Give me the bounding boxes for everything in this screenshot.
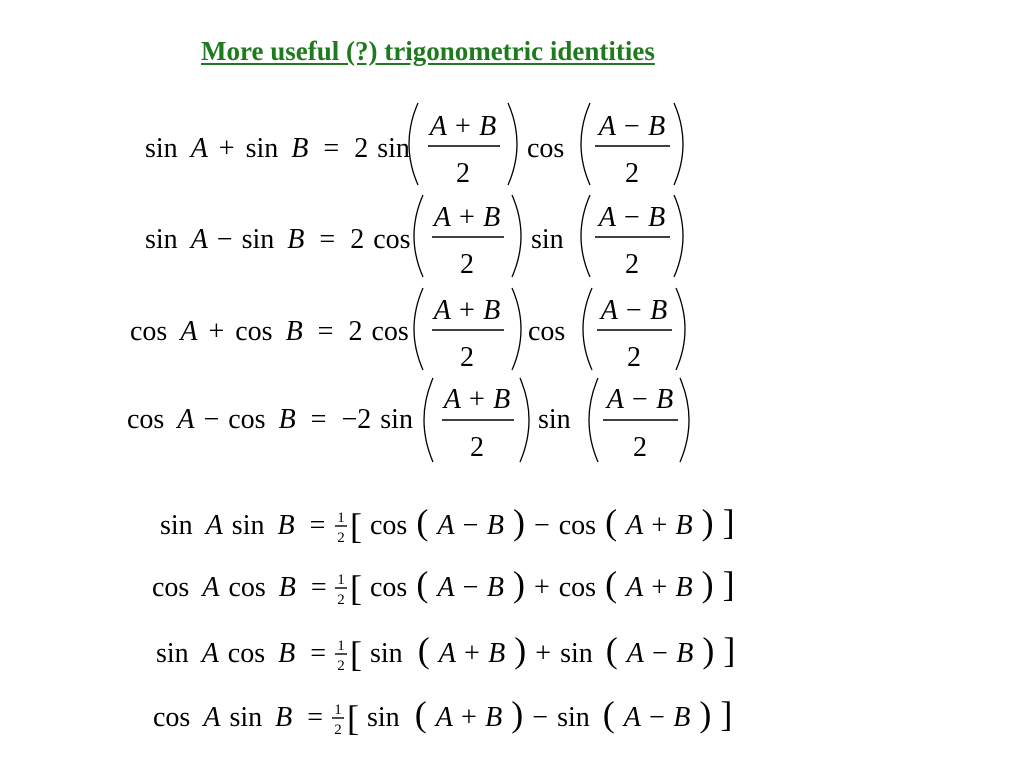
left-paren: (: [602, 694, 615, 734]
slide-title: More useful (?) trigonometric identities: [201, 36, 655, 66]
fraction-denominator: 2: [460, 249, 474, 280]
argument-2: A − B: [623, 702, 691, 733]
argument-2: A − B: [626, 638, 694, 669]
equals-sign: =: [317, 316, 334, 347]
sum-identity-3: [130, 288, 685, 373]
left-paren: (: [605, 564, 618, 604]
right-paren: [674, 195, 683, 277]
right-paren: [676, 288, 685, 370]
half-denominator: 2: [337, 592, 345, 608]
product-identity-2: [152, 564, 735, 608]
equation-text: [145, 224, 411, 255]
fraction-numerator: A + B: [433, 202, 501, 233]
right-paren: [674, 103, 683, 185]
var-b: B: [278, 572, 296, 603]
half-numerator: 1: [337, 510, 345, 526]
left-bracket: [: [347, 698, 359, 738]
func-2: sin: [557, 702, 590, 733]
operator: −: [532, 702, 549, 733]
var-b: B: [278, 638, 296, 669]
var-a: A: [190, 224, 208, 255]
lhs-func-1: sin: [145, 224, 178, 255]
argument-1: A + B: [435, 702, 503, 733]
equals-sign: =: [310, 572, 327, 603]
left-paren: [414, 195, 423, 277]
lhs-func-2: cos: [228, 572, 266, 603]
fraction-numerator: A + B: [443, 384, 511, 415]
var-a: A: [201, 638, 219, 669]
var-a: A: [177, 404, 195, 435]
lhs-func-1: cos: [152, 572, 190, 603]
right-paren: ): [512, 502, 525, 542]
func-1: cos: [370, 510, 408, 541]
fraction-denominator: 2: [456, 158, 470, 189]
equation-text: [145, 133, 410, 164]
half-numerator: 1: [337, 638, 345, 654]
argument-2: A + B: [626, 572, 693, 603]
argument-1: A − B: [437, 510, 504, 541]
var-a: A: [205, 510, 223, 541]
equals-sign: =: [307, 702, 324, 733]
product-identity-1: [160, 502, 735, 546]
equation-text: [127, 404, 413, 435]
argument-1: A − B: [437, 572, 504, 603]
coefficient: 2: [348, 316, 363, 347]
equation-text: [367, 694, 732, 734]
var-a: A: [180, 316, 198, 347]
equals-sign: =: [323, 133, 340, 164]
fraction-numerator: A + B: [429, 111, 497, 142]
sum-identity-4: [127, 378, 689, 463]
right-paren: [508, 103, 517, 185]
left-paren: [414, 288, 423, 370]
equation-text: [160, 510, 325, 541]
fraction-denominator: 2: [470, 432, 484, 463]
operator: +: [533, 572, 550, 603]
lhs-op: −: [216, 224, 233, 255]
right-bracket: ]: [722, 502, 735, 542]
coefficient: 2: [350, 224, 365, 255]
fraction-numerator: A − B: [606, 384, 674, 415]
lhs-func-2: sin: [241, 224, 275, 255]
equation-text: [370, 564, 735, 604]
lhs-func-2: sin: [231, 510, 265, 541]
lhs-func-2: sin: [229, 702, 263, 733]
equals-sign: =: [319, 224, 336, 255]
half-denominator: 2: [334, 722, 342, 738]
var-b: B: [285, 316, 303, 347]
lhs-op: −: [203, 404, 220, 435]
left-paren: [583, 288, 592, 370]
func-1: sin: [377, 133, 410, 164]
func-1: sin: [380, 404, 413, 435]
half-denominator: 2: [337, 530, 345, 546]
equation-text: [130, 316, 409, 347]
lhs-func-1: cos: [153, 702, 191, 733]
right-paren: ): [511, 694, 524, 734]
right-bracket: ]: [720, 694, 733, 734]
fraction-numerator: A + B: [433, 295, 501, 326]
right-bracket: ]: [722, 564, 735, 604]
right-paren: ): [512, 564, 525, 604]
left-paren: [581, 195, 590, 277]
half-denominator: 2: [337, 658, 345, 674]
right-paren: [512, 195, 521, 277]
left-bracket: [: [350, 634, 362, 674]
var-b: B: [278, 404, 296, 435]
product-identity-3: [156, 630, 735, 674]
sum-identity-2: [145, 195, 683, 280]
func-1: cos: [370, 572, 408, 603]
fraction-denominator: 2: [625, 158, 639, 189]
right-paren: [512, 288, 521, 370]
left-paren: [409, 103, 418, 185]
equation-text: [370, 502, 735, 542]
operator: +: [535, 638, 552, 669]
fraction-denominator: 2: [460, 342, 474, 373]
equation-text: [156, 638, 326, 669]
fraction-denominator: 2: [627, 342, 641, 373]
lhs-func-2: cos: [228, 404, 266, 435]
right-paren: ): [702, 630, 715, 670]
var-a: A: [190, 133, 208, 164]
operator: −: [533, 510, 550, 541]
left-paren: (: [417, 630, 430, 670]
fraction-numerator: A − B: [598, 202, 666, 233]
lhs-op: +: [208, 316, 225, 347]
func-2: cos: [527, 133, 565, 164]
right-paren: [520, 378, 529, 462]
equals-sign: =: [310, 638, 327, 669]
func-2: cos: [528, 316, 566, 347]
func-2: cos: [558, 572, 597, 603]
func-2: sin: [531, 224, 564, 255]
lhs-func-1: cos: [127, 404, 165, 435]
lhs-op: +: [218, 133, 235, 164]
coefficient: 2: [354, 133, 369, 164]
var-b: B: [291, 133, 309, 164]
right-paren: [680, 378, 689, 462]
fraction-numerator: A − B: [598, 111, 666, 142]
right-paren: ): [699, 694, 712, 734]
left-paren: (: [416, 564, 429, 604]
product-identity-4: [153, 694, 732, 738]
lhs-func-2: sin: [245, 133, 279, 164]
func-2: cos: [558, 510, 597, 541]
right-paren: ): [701, 564, 714, 604]
lhs-func-2: cos: [227, 638, 266, 669]
argument-1: A + B: [438, 638, 506, 669]
var-a: A: [202, 572, 220, 603]
equation-text: [370, 630, 735, 670]
coefficient: −2: [341, 404, 372, 435]
equals-sign: =: [309, 510, 326, 541]
left-bracket: [: [350, 506, 362, 546]
func-2: sin: [560, 638, 593, 669]
lhs-func-1: sin: [145, 133, 178, 164]
left-paren: [581, 103, 590, 185]
half-numerator: 1: [337, 572, 345, 588]
lhs-func-2: cos: [235, 316, 273, 347]
lhs-func-1: sin: [156, 638, 189, 669]
left-bracket: [: [350, 568, 362, 608]
var-a: A: [203, 702, 221, 733]
fraction-denominator: 2: [625, 249, 639, 280]
var-b: B: [275, 702, 293, 733]
fraction-denominator: 2: [633, 432, 647, 463]
right-paren: ): [514, 630, 527, 670]
argument-2: A + B: [626, 510, 693, 541]
var-b: B: [287, 224, 305, 255]
equation-text: [153, 702, 323, 733]
func-1: cos: [373, 224, 411, 255]
func-1: sin: [370, 638, 403, 669]
func-1: sin: [367, 702, 400, 733]
right-paren: ): [701, 502, 714, 542]
func-2: sin: [538, 404, 571, 435]
right-bracket: ]: [723, 630, 736, 670]
lhs-func-1: cos: [130, 316, 168, 347]
lhs-func-1: sin: [160, 510, 193, 541]
left-paren: [424, 378, 433, 462]
var-b: B: [277, 510, 295, 541]
equation-text: [152, 572, 327, 603]
fraction-numerator: A − B: [600, 295, 668, 326]
func-1: cos: [371, 316, 409, 347]
left-paren: (: [605, 630, 618, 670]
left-paren: (: [416, 502, 429, 542]
half-numerator: 1: [334, 702, 342, 718]
sum-identity-1: [145, 103, 683, 189]
equals-sign: =: [310, 404, 327, 435]
left-paren: (: [414, 694, 427, 734]
left-paren: [589, 378, 598, 462]
left-paren: (: [605, 502, 618, 542]
